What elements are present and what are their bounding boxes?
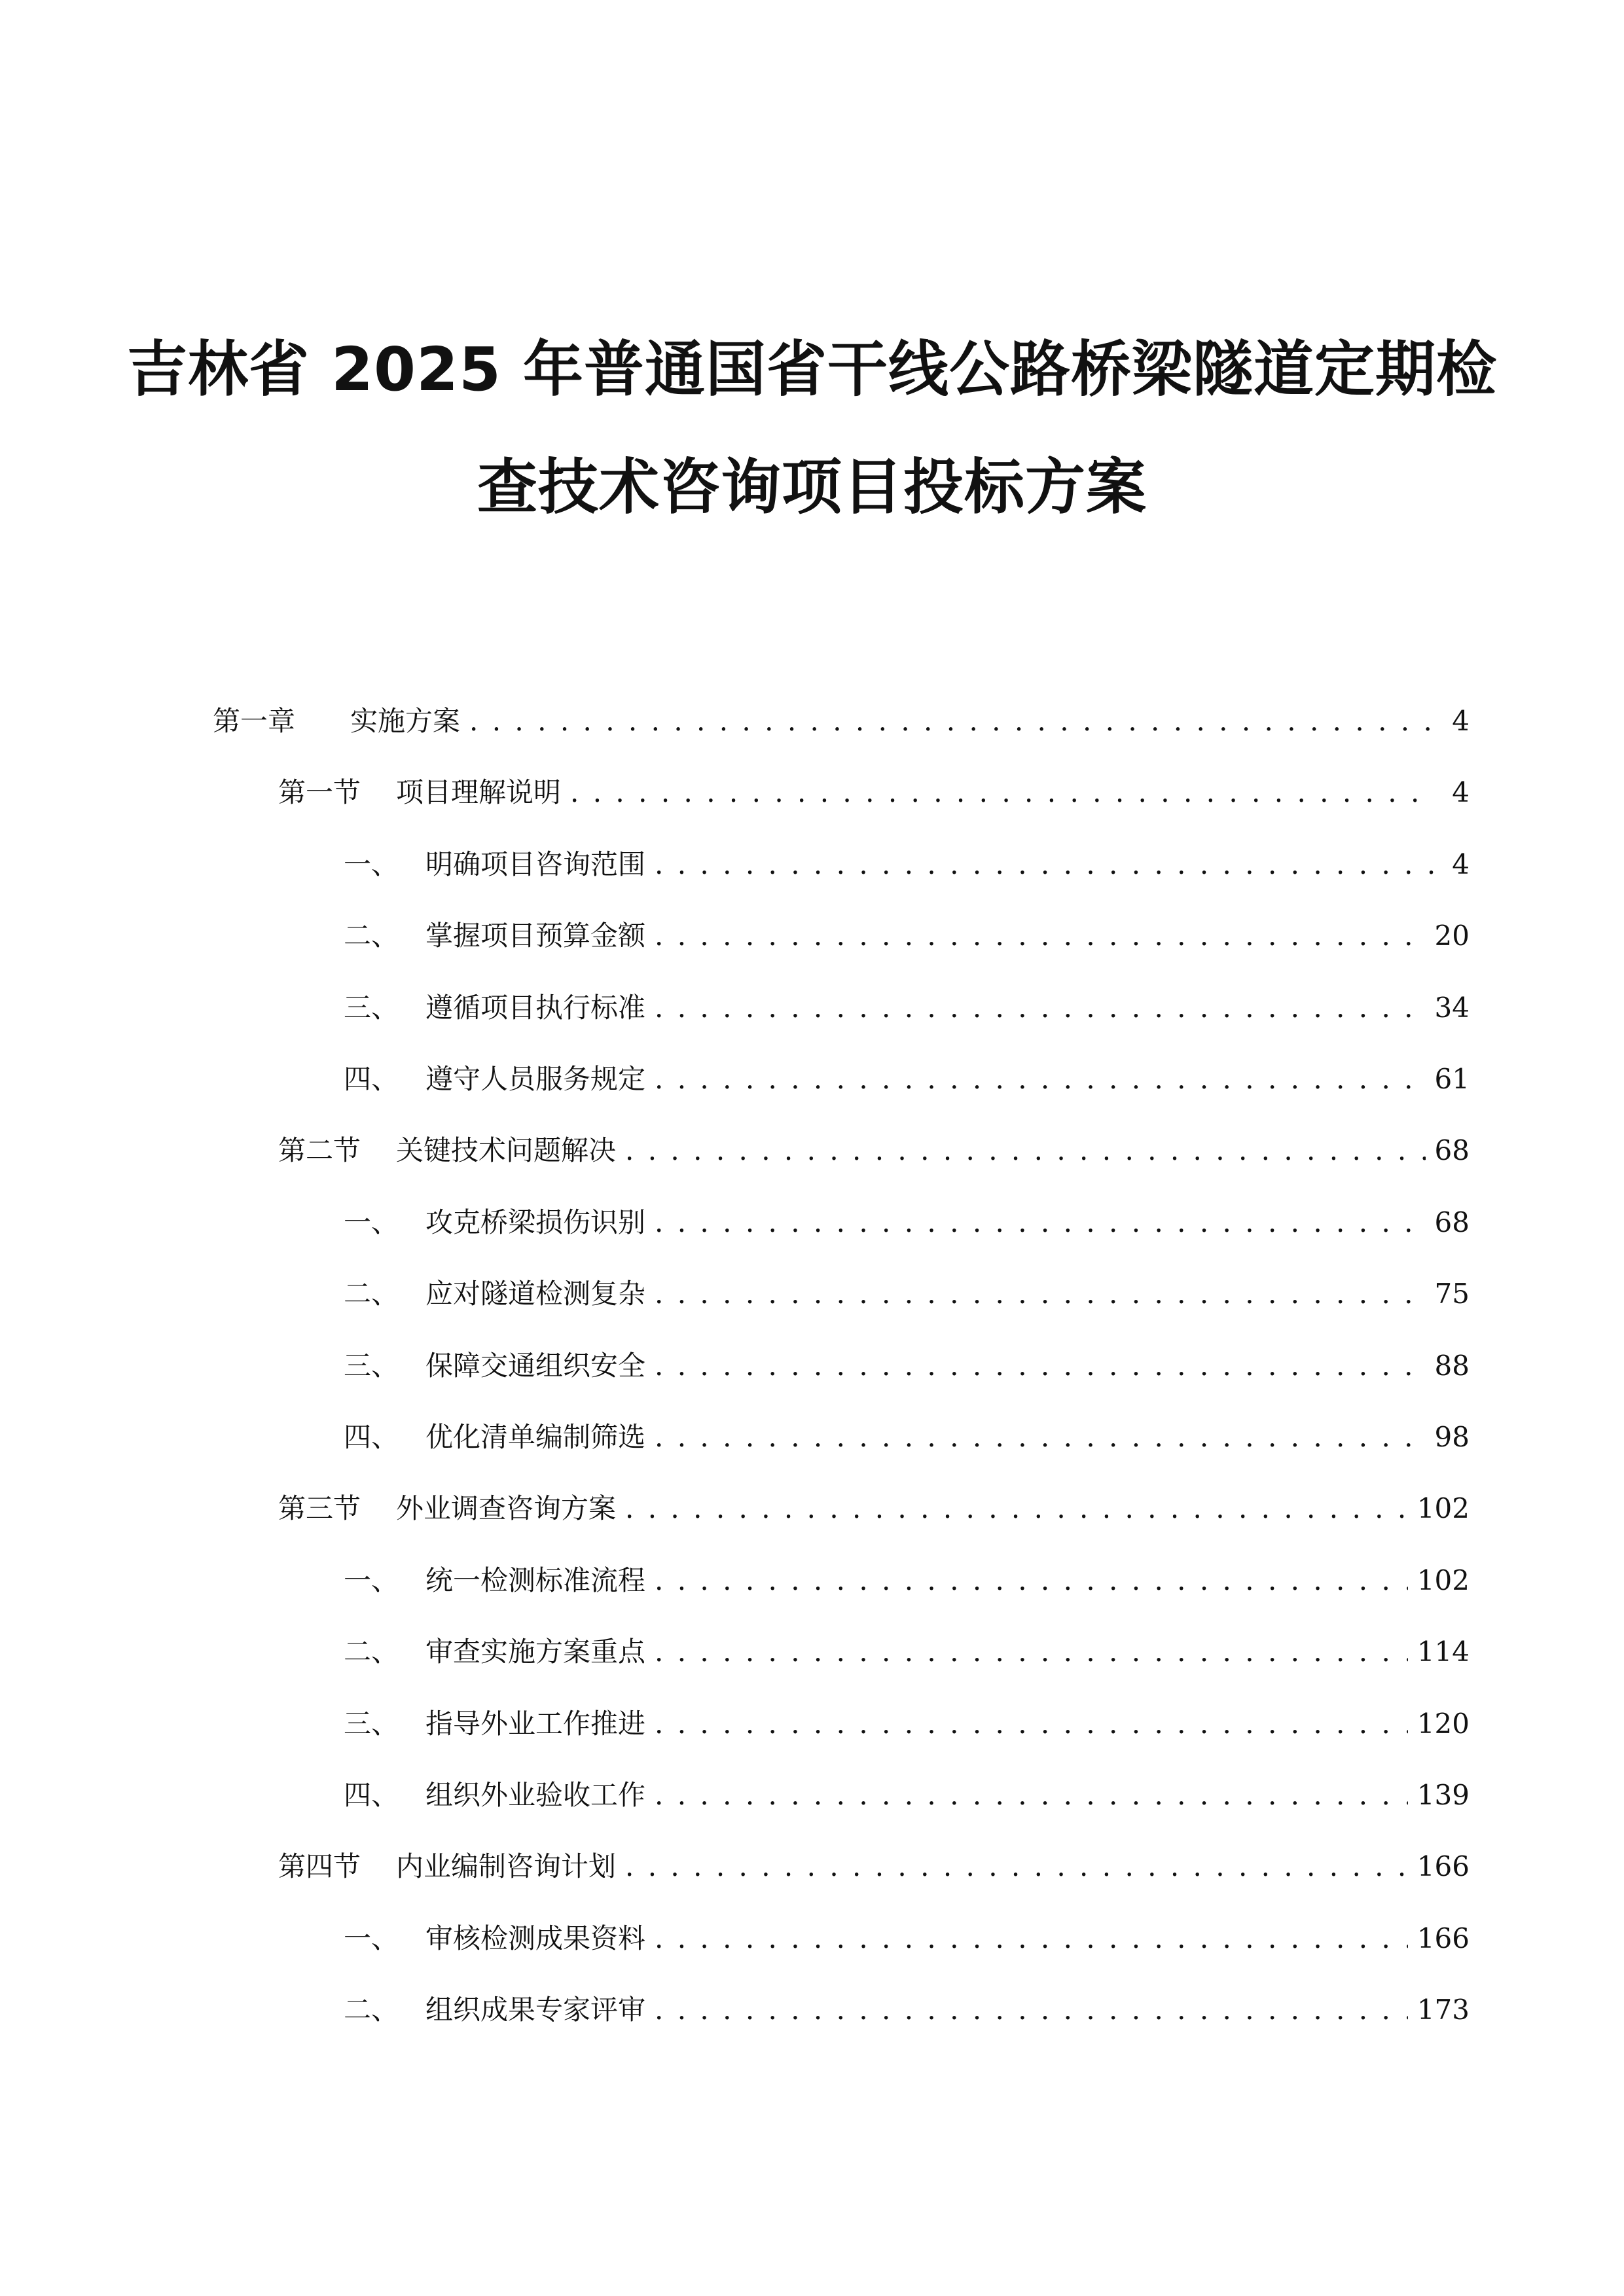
toc-entry-page-number: 75 (1434, 1278, 1470, 1310)
toc-dot-leader (655, 1777, 1408, 1814)
toc-entry-heading (278, 1848, 616, 1885)
toc-entry-heading (344, 1920, 645, 1957)
toc-entry-page-number: 68 (1434, 1134, 1470, 1166)
toc-entry-title: 关键技术问题解决 (396, 1134, 617, 1166)
toc-entry-number: 一、 (344, 848, 399, 880)
toc-entry-number: 四、 (344, 1421, 399, 1453)
toc-entry-heading (344, 1992, 645, 2028)
toc-entry-heading (344, 846, 645, 883)
toc-entry-number: 三、 (344, 1708, 399, 1740)
toc-entry[interactable] (344, 1195, 1470, 1241)
toc-entry-title: 组织成果专家评审 (425, 1994, 646, 2026)
toc-entry-number: 第一节 (278, 776, 361, 808)
toc-entry-page-number: 166 (1416, 1850, 1470, 1882)
toc-entry-heading (278, 1132, 616, 1169)
toc-dot-leader (570, 774, 1434, 811)
toc-entry-title: 攻克桥梁损伤识别 (425, 1206, 646, 1238)
toc-entry[interactable] (278, 1123, 1470, 1169)
toc-entry-page-number: 98 (1434, 1421, 1470, 1453)
toc-entry-page-number: 102 (1416, 1492, 1470, 1524)
toc-dot-leader (625, 1490, 1408, 1527)
toc-entry-title: 应对隧道检测复杂 (425, 1278, 646, 1310)
toc-entry[interactable] (278, 1481, 1470, 1527)
toc-entry-heading (344, 1706, 645, 1742)
toc-entry-title: 外业调查咨询方案 (396, 1492, 617, 1524)
toc-dot-leader (655, 1204, 1426, 1241)
toc-entry-title: 组织外业验收工作 (425, 1779, 646, 1811)
toc-dot-leader (625, 1848, 1408, 1885)
toc-entry-title: 明确项目咨询范围 (425, 848, 646, 880)
toc-entry-title: 审查实施方案重点 (425, 1636, 646, 1668)
toc-entry-title: 实施方案 (350, 705, 461, 737)
toc-entry-page-number: 166 (1416, 1922, 1470, 1954)
toc-entry-heading (344, 1419, 645, 1456)
toc-entry-heading (344, 1276, 645, 1312)
toc-entry-number: 二、 (344, 1278, 399, 1310)
toc-entry-title: 优化清单编制筛选 (425, 1421, 646, 1453)
toc-entry-title: 遵循项目执行标准 (425, 992, 646, 1024)
toc-entry-page-number: 139 (1416, 1779, 1470, 1811)
toc-entry-heading (344, 990, 645, 1026)
document-title-line-2: 查技术咨询项目投标方案 (477, 452, 1147, 522)
toc-dot-leader (655, 918, 1426, 954)
toc-entry[interactable] (344, 1768, 1470, 1814)
toc-entry-page-number: 120 (1416, 1708, 1470, 1740)
toc-entry-title: 指导外业工作推进 (425, 1708, 646, 1740)
toc-dot-leader (655, 1348, 1426, 1384)
toc-entry[interactable] (344, 1911, 1470, 1957)
toc-entry-page-number: 4 (1452, 705, 1470, 737)
toc-entry-title: 审核检测成果资料 (425, 1922, 646, 1954)
toc-entry[interactable] (213, 694, 1470, 740)
toc-entry-heading (344, 1777, 645, 1814)
toc-entry-number: 第一章 (213, 705, 296, 737)
toc-entry-heading (344, 1634, 645, 1670)
toc-entry[interactable] (344, 1338, 1470, 1384)
toc-dot-leader (655, 1634, 1408, 1670)
toc-entry[interactable] (278, 1839, 1470, 1885)
toc-entry[interactable] (344, 908, 1470, 954)
toc-entry[interactable] (344, 1624, 1470, 1670)
toc-entry-heading (344, 918, 645, 954)
toc-entry-number: 第三节 (278, 1492, 361, 1524)
toc-entry-number: 四、 (344, 1063, 399, 1095)
toc-entry-heading (213, 703, 460, 740)
toc-entry-page-number: 61 (1434, 1063, 1470, 1095)
toc-entry-page-number: 102 (1416, 1564, 1470, 1596)
document-title-line-1: 吉林省 2025 年普通国省干线公路桥梁隧道定期检 (126, 334, 1498, 404)
toc-entry-page-number: 88 (1434, 1350, 1470, 1382)
toc-dot-leader (655, 1276, 1426, 1312)
toc-entry-title: 掌握项目预算金额 (425, 920, 646, 952)
toc-entry-title: 内业编制咨询计划 (396, 1850, 617, 1882)
toc-entry-number: 第二节 (278, 1134, 361, 1166)
toc-dot-leader (655, 990, 1426, 1026)
toc-entry-page-number: 173 (1416, 1994, 1470, 2026)
toc-dot-leader (655, 1992, 1408, 2028)
toc-entry-page-number: 114 (1416, 1636, 1470, 1668)
toc-dot-leader (655, 1061, 1426, 1098)
toc-entry-page-number: 68 (1434, 1206, 1470, 1238)
toc-entry-heading (344, 1348, 645, 1384)
toc-entry-number: 二、 (344, 1994, 399, 2026)
toc-entry-heading (344, 1061, 645, 1098)
toc-entry-heading (278, 774, 561, 811)
toc-entry[interactable] (344, 837, 1470, 883)
toc-entry-page-number: 34 (1434, 992, 1470, 1024)
toc-entry-page-number: 4 (1452, 776, 1470, 808)
toc-entry-number: 一、 (344, 1564, 399, 1596)
toc-entry-title: 遵守人员服务规定 (425, 1063, 646, 1095)
toc-entry-title: 保障交通组织安全 (425, 1350, 646, 1382)
toc-entry[interactable] (344, 1052, 1470, 1098)
toc-entry[interactable] (344, 1696, 1470, 1742)
toc-entry-number: 二、 (344, 1636, 399, 1668)
toc-entry[interactable] (344, 980, 1470, 1026)
toc-entry-title: 统一检测标准流程 (425, 1564, 646, 1596)
toc-dot-leader (655, 846, 1434, 883)
toc-entry[interactable] (344, 1553, 1470, 1599)
toc-entry[interactable] (344, 1982, 1470, 2028)
toc-dot-leader (655, 1920, 1408, 1957)
toc-dot-leader (655, 1419, 1426, 1456)
toc-entry-heading (344, 1204, 645, 1241)
toc-entry-page-number: 20 (1434, 920, 1470, 952)
toc-entry-number: 三、 (344, 992, 399, 1024)
toc-entry-heading (344, 1562, 645, 1599)
toc-entry[interactable] (278, 765, 1470, 811)
toc-entry-number: 四、 (344, 1779, 399, 1811)
toc-entry[interactable] (344, 1410, 1470, 1456)
toc-entry-number: 三、 (344, 1350, 399, 1382)
toc-entry-number: 一、 (344, 1206, 399, 1238)
toc-dot-leader (655, 1706, 1408, 1742)
toc-dot-leader (655, 1562, 1408, 1599)
toc-entry[interactable] (344, 1266, 1470, 1312)
toc-dot-leader (469, 703, 1434, 740)
toc-entry-heading (278, 1490, 616, 1527)
toc-entry-number: 一、 (344, 1922, 399, 1954)
toc-entry-title: 项目理解说明 (396, 776, 562, 808)
toc-entry-page-number: 4 (1452, 848, 1470, 880)
toc-dot-leader (625, 1132, 1426, 1169)
toc-entry-number: 二、 (344, 920, 399, 952)
toc-entry-number: 第四节 (278, 1850, 361, 1882)
